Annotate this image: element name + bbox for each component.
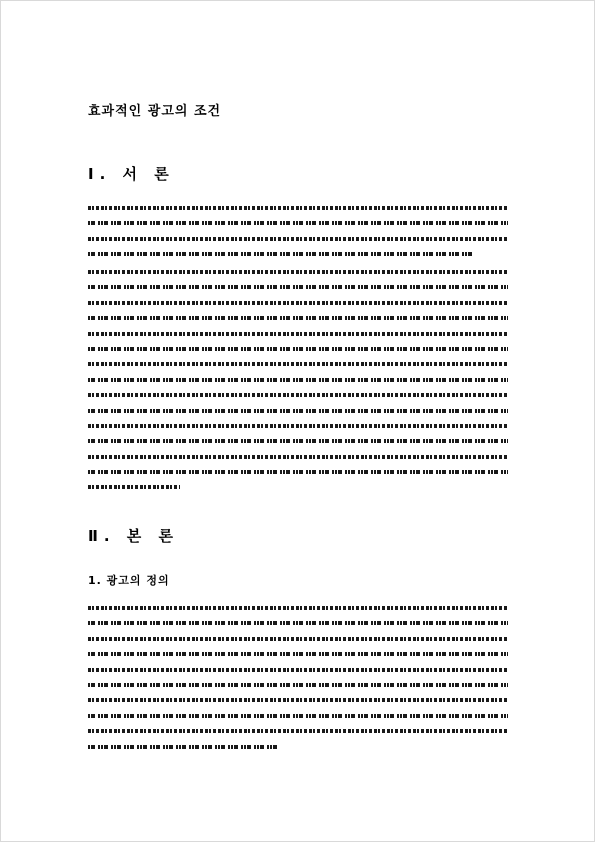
text-line xyxy=(88,393,508,397)
section-heading-body: Ⅱ. 본 론 xyxy=(88,527,180,545)
text-line xyxy=(88,206,508,210)
text-line xyxy=(88,606,508,610)
subsection-heading-definition: 1. 광고의 정의 xyxy=(88,574,170,587)
text-line xyxy=(88,698,508,702)
document-title: 효과적인 광고의 조건 xyxy=(88,104,222,119)
text-line xyxy=(88,714,508,718)
text-line xyxy=(88,332,508,336)
text-line xyxy=(88,729,508,733)
text-line xyxy=(88,637,508,641)
text-line xyxy=(88,270,508,274)
section-heading-introduction: Ⅰ. 서 론 xyxy=(88,165,175,183)
text-line xyxy=(88,745,277,749)
text-line xyxy=(88,237,508,241)
introduction-paragraph-2 xyxy=(88,270,508,501)
text-line xyxy=(88,424,508,428)
text-line xyxy=(88,409,508,413)
text-line xyxy=(88,378,508,382)
text-line xyxy=(88,621,508,625)
text-line xyxy=(88,668,508,672)
text-line xyxy=(88,652,508,656)
introduction-paragraph-1 xyxy=(88,206,508,268)
text-line xyxy=(88,316,508,320)
definition-paragraph-1 xyxy=(88,606,508,760)
text-line xyxy=(88,470,508,474)
text-line xyxy=(88,455,508,459)
text-line xyxy=(88,285,508,289)
text-line xyxy=(88,252,474,256)
text-line xyxy=(88,485,180,489)
text-line xyxy=(88,683,508,687)
text-line xyxy=(88,221,508,225)
text-line xyxy=(88,347,508,351)
text-line xyxy=(88,301,508,305)
text-line xyxy=(88,362,508,366)
text-line xyxy=(88,439,508,443)
